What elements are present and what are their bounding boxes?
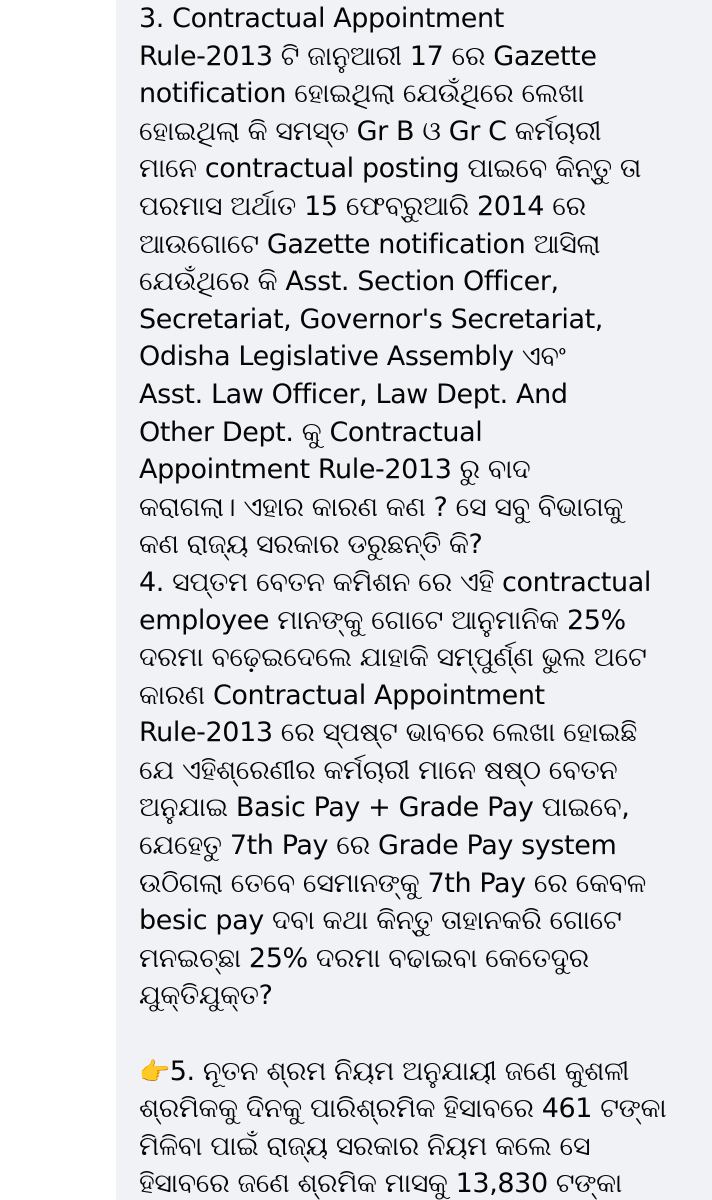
text-line: ଯୁକ୍ତିଯୁକ୍ତ? bbox=[139, 980, 273, 1012]
paragraph-point-3 bbox=[139, 0, 702, 564]
text-line: employee ମାନଙ୍କୁ ଗୋଟେ ଆନୁମାନିକ 25% bbox=[139, 604, 626, 636]
text-line: କରାଗଲା। ଏହାର କାରଣ କଣ ? ସେ ସବୁ ବିଭାଗକୁ bbox=[139, 491, 623, 523]
text-line: ଉଠିଗଲା ତେବେ ସେମାନଙ୍କୁ 7th Pay ରେ କେବଳ bbox=[139, 867, 646, 899]
text-line: କଣ ରାଜ୍ୟ ସରକାର ଡରୁଛନ୍ତି କି? bbox=[139, 529, 483, 561]
text-line: ମନଇଚ୍ଛା 25% ଦରମା ବଢାଇବା କେତେଦୁର bbox=[139, 942, 589, 974]
text-line: ଯେ ଏହିଶ୍ରେଣୀର କର୍ମଚାରୀ ମାନେ ଷଷ୍ଠ ବେତନ bbox=[139, 754, 618, 786]
text-line: ଆଉଗୋଟେ Gazette notification ଆସିଲା bbox=[139, 228, 601, 260]
text-line: Appointment Rule-2013 ରୁ ବାଦ bbox=[139, 454, 531, 486]
backhand-index-pointing-right-icon: 👉 bbox=[139, 1056, 170, 1086]
text-line: Rule-2013 ରେ ସ୍ପଷ୍ଟ ଭାବରେ ଲେଖା ହୋଇଛି bbox=[139, 717, 637, 749]
text-line: Rule-2013 ଟି ଜାନୁଆରୀ 17 ରେ Gazette bbox=[139, 40, 597, 72]
text-line: ଅନୁଯାଇ Basic Pay + Grade Pay ପାଇବେ, bbox=[139, 792, 630, 824]
text-line: Secretariat, Governor's Secretariat, bbox=[139, 303, 603, 335]
blank-line bbox=[139, 1015, 702, 1053]
text-line: କାରଣ Contractual Appointment bbox=[139, 679, 545, 711]
text-line: 3. Contractual Appointment bbox=[139, 3, 504, 34]
text-line: ହୋଇଥିଲା କି ସମସ୍ତ Gr B ଓ Gr C କର୍ମଚାରୀ bbox=[139, 115, 602, 147]
text-line: ଯେହେତୁ 7th Pay ରେ Grade Pay system bbox=[139, 830, 617, 862]
text-line: ପରମାସ ଅର୍ଥାତ 15 ଫେବ୍ରୁଆରି 2014 ରେ bbox=[139, 190, 586, 222]
text-line: besic pay ଦବା କଥା କିନ୍ତୁ ତାହାନକରି ଗୋଟେ bbox=[139, 905, 622, 937]
text-line: Asst. Law Officer, Law Dept. And bbox=[139, 378, 568, 410]
text-line: ମିଳିବା ପାଇଁ ରାଜ୍ୟ ସରକାର ନିୟମ କଲେ ସେ bbox=[139, 1130, 591, 1162]
text-line: ଦରମା ବଢ଼େଇଦେଲେ ଯାହାକି ସମ୍ପୁର୍ଣ୍ଣ ଭୁଲ ଅଟେ bbox=[139, 642, 647, 674]
text-line bbox=[139, 1053, 702, 1091]
paragraph-point-5 bbox=[139, 1053, 702, 1200]
text-line: ଯେଉଁଥିରେ କି Asst. Section Officer, bbox=[139, 266, 559, 298]
text-line: ମାନେ contractual posting ପାଇବେ କିନ୍ତୁ ତା bbox=[139, 153, 641, 185]
text-line: Other Dept. କୁ Contractual bbox=[139, 416, 483, 448]
text-line: ଶ୍ରମିକକୁ ଦିନକୁ ପାରିଶ୍ରମିକ ହିସାବରେ 461 ଟଙ୍କା bbox=[139, 1093, 667, 1125]
paragraph-point-4 bbox=[139, 564, 702, 1015]
text-line: Odisha Legislative Assembly ଏବଂ bbox=[139, 341, 566, 373]
text-line: 4. ସପ୍ତମ ବେତନ କମିଶନ ରେ ଏହି contractual bbox=[139, 566, 651, 598]
text-line: ହିସାବରେ ଜଣେ ଶ୍ରମିକ ମାସକୁ 13,830 ଟଙ୍କା bbox=[139, 1168, 622, 1200]
text-line: notification ହୋଇଥିଲା ଯେଉଁଥିରେ ଲେଖା bbox=[139, 78, 585, 110]
text-line-content: 5. ନୂତନ ଶ୍ରମ ନିୟମ ଅନୁଯାୟୀ ଜଣେ କୁଶଳୀ bbox=[169, 1055, 629, 1087]
message-bubble bbox=[116, 0, 712, 1200]
